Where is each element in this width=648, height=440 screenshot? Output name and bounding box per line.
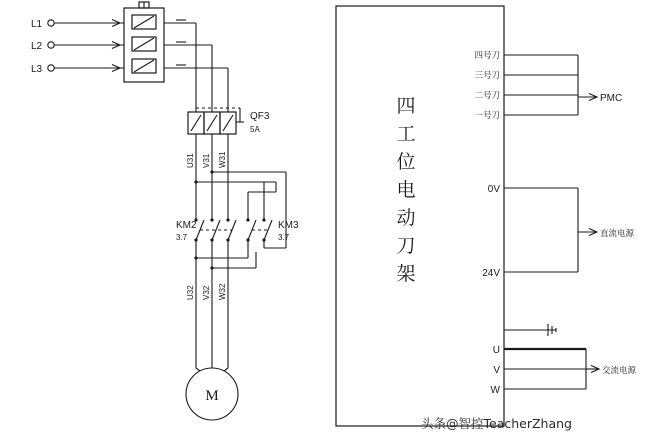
- terminal-label-knife2: 二号刀: [474, 91, 500, 101]
- motor-symbol: [186, 368, 238, 420]
- block-title-char-6: 刀: [396, 235, 416, 257]
- terminal-label-0v: 0V: [487, 184, 500, 195]
- signal-terminal-lines: [504, 55, 597, 115]
- dc-power-lines: [504, 188, 597, 272]
- label-km2-ref: 3.7: [176, 233, 188, 242]
- breaker-qf3: [188, 108, 244, 214]
- supply-line-l1: [48, 20, 124, 27]
- block-title-char-7: 架: [396, 263, 416, 285]
- label-km2: KM2: [176, 220, 197, 231]
- ac-motor-lines: [504, 349, 599, 389]
- terminal-label-knife3: 三号刀: [474, 71, 500, 81]
- contactor-km2: [194, 214, 236, 368]
- terminal-label-v: V: [493, 365, 500, 376]
- supply-line-l3: [48, 65, 124, 72]
- motor-letter: M: [205, 388, 219, 404]
- tool-post-block: [336, 6, 504, 426]
- terminal-label-u: U: [492, 345, 500, 356]
- contactor-km3: [194, 170, 286, 269]
- terminal-label-24v: 24V: [482, 268, 500, 279]
- label-v32: V32: [202, 285, 211, 300]
- supply-line-l2: [48, 42, 124, 49]
- label-v31: V31: [202, 153, 211, 168]
- block-title-char-2: 工: [396, 123, 416, 145]
- label-l1: L1: [31, 19, 43, 30]
- label-qf3: QF3: [250, 111, 270, 122]
- output-label-pmc: PMC: [600, 93, 623, 104]
- block-title-char-1: 四: [396, 95, 416, 117]
- label-l3: L3: [31, 64, 43, 75]
- label-u31: U31: [186, 153, 195, 168]
- label-l2: L2: [31, 41, 43, 52]
- terminal-label-knife4: 四号刀: [474, 51, 500, 61]
- block-title-char-3: 位: [396, 151, 416, 173]
- label-km3: KM3: [278, 220, 299, 231]
- block-title-char-5: 动: [396, 207, 416, 229]
- label-qf3-rating: 5A: [250, 125, 260, 134]
- label-w31: W31: [218, 151, 227, 168]
- watermark-text: 头条@智控TeacherZhang: [421, 416, 572, 431]
- label-w32: W32: [218, 283, 227, 300]
- output-label-dc-supply: 直流电源: [600, 229, 635, 239]
- ground-symbol: [504, 324, 556, 336]
- block-title-char-4: 电: [396, 179, 416, 201]
- label-u32: U32: [186, 285, 195, 300]
- output-label-ac-supply: 交流电源: [602, 366, 637, 376]
- terminal-label-w: W: [490, 385, 500, 396]
- label-km3-ref: 3.7: [278, 233, 290, 242]
- terminal-label-knife1: 一号刀: [474, 111, 500, 121]
